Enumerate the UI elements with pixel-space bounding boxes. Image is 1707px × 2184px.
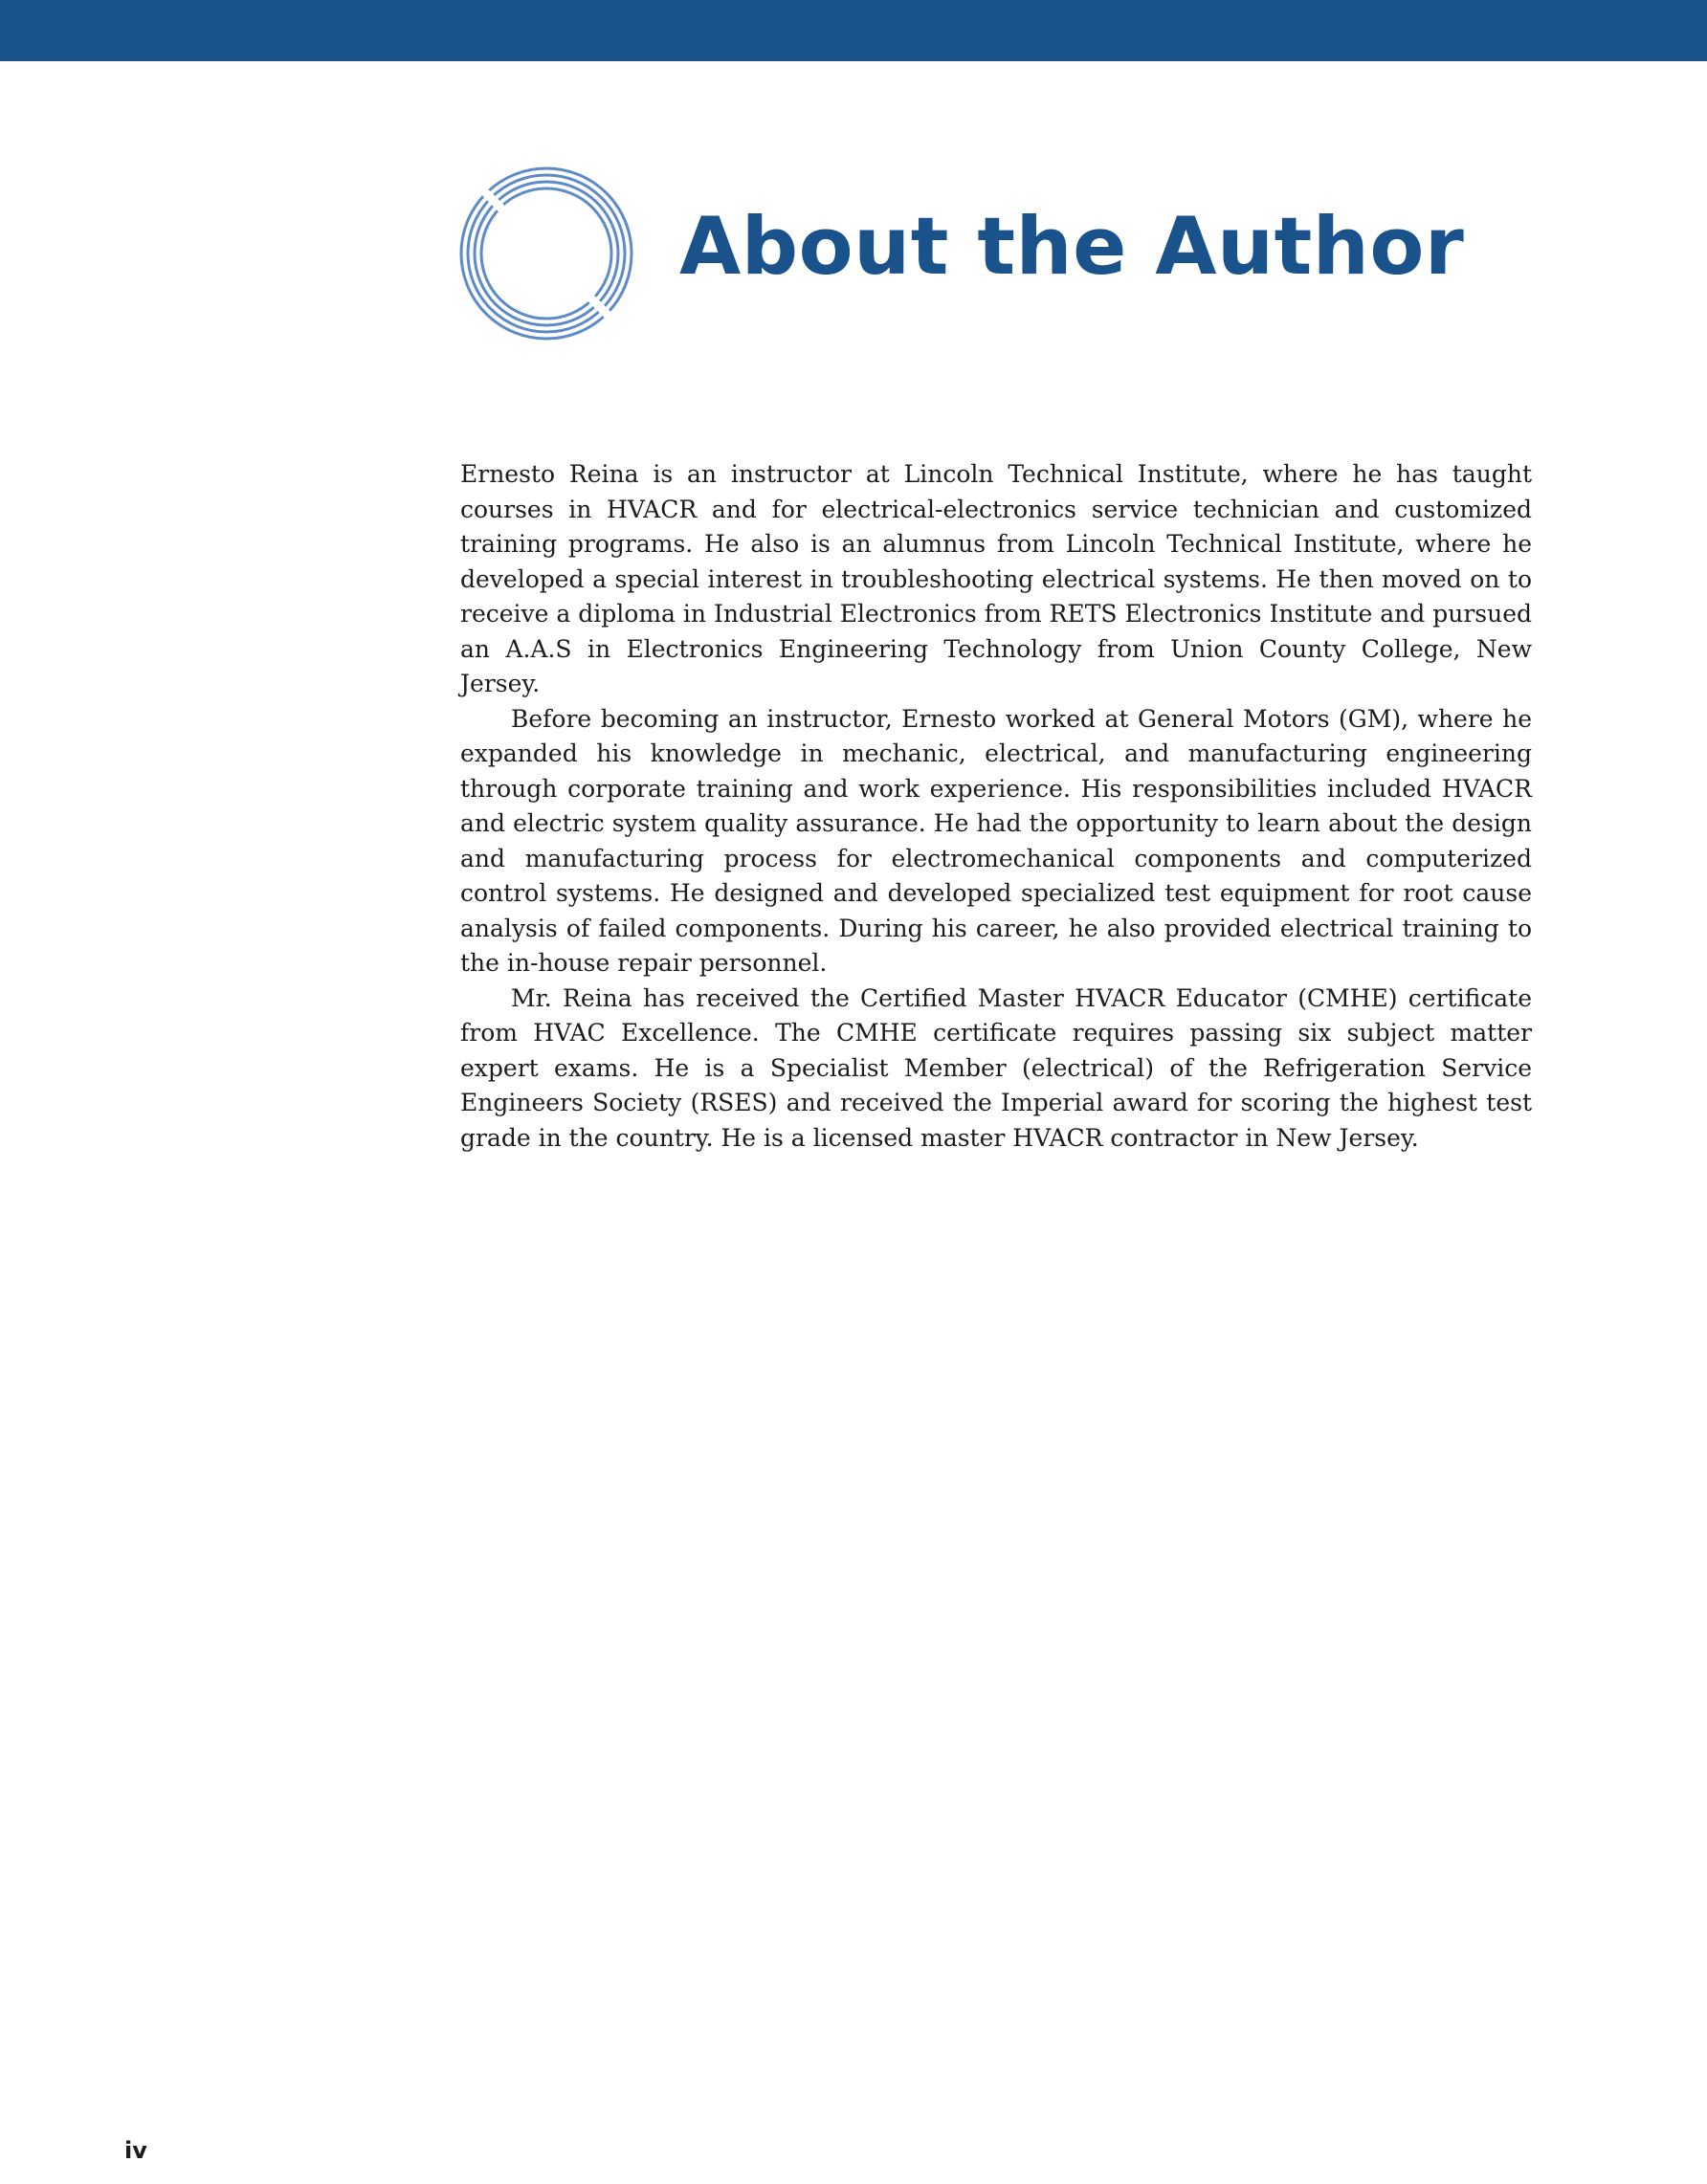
page-title: About the Author <box>679 200 1465 293</box>
bio-paragraph: Mr. Reina has received the Certified Master HVACR Educator (CMHE) certificate from HVAC Excellence. The CMHE certificate requires passing six subject matter expert exams. He is a Specialist Member (electrical) of the Refrigeration Service Engineers Society (RSES) and received the Imperial award for scoring the highest test grade in the country. He is a licensed master HVACR contractor in New Jersey. <box>460 983 1532 1152</box>
header-band <box>0 0 1707 61</box>
bio-paragraph: Before becoming an instructor, Ernesto worked at General Motors (GM), where he expanded his knowledge in mechanic, electrical, and manufacturing engineering through corporate training and work experience. His responsibilities included HVACR and electric system quality assurance. He had the opportunity to learn about the design and manufacturing process for electromechanical components and computerized control systems. He designed and developed specialized test equipment for root cause analysis of failed components. During his career, he also provided electrical training to the in-house repair personnel. <box>460 704 1532 977</box>
author-bio <box>460 457 1532 1156</box>
bio-paragraph: Ernesto Reina is an instructor at Lincoln Technical Institute, where he has taught courses in HVACR and for electrical-electronics service technician and customized training programs. He also is an alumnus from Lincoln Technical Institute, where he developed a special interest in troubleshooting electrical systems. He then moved on to receive a diploma in Industrial Electronics from RETS Electronics Institute and pursued an A.A.S in Electronics Engineering Technology from Union County College, New Jersey. <box>460 460 1532 697</box>
page-number: iv <box>124 2137 147 2164</box>
concentric-circles-icon <box>457 165 635 342</box>
